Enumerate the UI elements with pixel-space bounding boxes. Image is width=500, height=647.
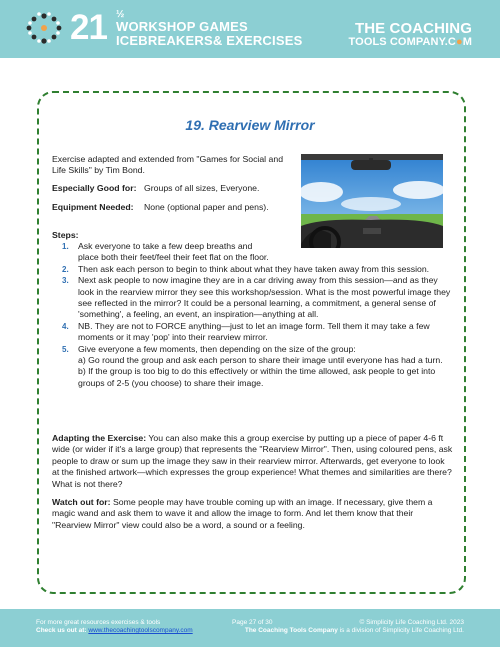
brand-name-line2: TOOLS COMPANY.C●M: [348, 36, 472, 48]
step5-option-a: a) Go round the group and ask each person to share their image until everyone has had a turn.: [78, 355, 443, 366]
footer-left-line1: For more great resources exercises & tools: [36, 619, 161, 626]
footer-left-line2: Check us out at: www.thecoachingtoolscompany.com: [36, 627, 193, 634]
list-item: [62, 344, 454, 390]
watch-out-label: Watch out for:: [52, 497, 111, 507]
step-number: 5.: [62, 344, 69, 354]
list-item: [62, 241, 454, 264]
good-for-row: [52, 183, 297, 194]
equipment-value: None (optional paper and pens).: [144, 202, 269, 212]
intro-text: Exercise adapted and extended from "Games for Social and Life Skills" by Tim Bond.: [52, 154, 284, 176]
step-text: Ask everyone to take a few deep breaths and place both their feet/feel their feet flat on the floor.: [78, 241, 269, 263]
good-for-value: Groups of all sizes, Everyone.: [144, 183, 260, 193]
header-title-line2: ICEBREAKERS& EXERCISES: [116, 33, 303, 48]
brand-name-line1: THE COACHING: [354, 20, 472, 37]
list-item: [62, 321, 454, 344]
footer-bar: [0, 609, 500, 647]
list-item: [62, 264, 454, 275]
adapting-label: Adapting the Exercise:: [52, 433, 147, 443]
title-half: ½: [116, 9, 125, 20]
step-number: 1.: [62, 242, 69, 251]
step-text: Give everyone a few moments, then depending on the size of the group:: [78, 343, 356, 354]
brand-dot-icon: ●: [455, 36, 463, 48]
steps-list: [62, 241, 454, 389]
step-text: Then ask each person to begin to think about what they have taken away from this session.: [78, 263, 430, 274]
adapting-paragraph: [52, 433, 454, 490]
page-number: Page 27 of 30: [232, 619, 273, 626]
watch-out-paragraph: [52, 497, 454, 531]
footer-copyright: © Simplicity Life Coaching Ltd. 2023: [359, 619, 464, 626]
good-for-label: Especially Good for:: [52, 183, 137, 193]
step-text: NB. They are not to FORCE anything—just to let an image form. Tell them it may take a few moments or it may 'pop' into their rearview mirror.: [78, 320, 430, 343]
exercise-title: 19. Rearview Mirror: [185, 117, 315, 133]
website-link[interactable]: www.thecoachingtoolscompany.com: [88, 627, 193, 634]
header-bar: [0, 0, 500, 58]
list-item: [62, 275, 454, 321]
people-circle-logo-icon: [24, 10, 64, 46]
header-title-line1: WORKSHOP GAMES: [116, 19, 248, 34]
watch-out-text: Some people may have trouble coming up with an image. If necessary, give them a magic wand and ask them to wave it and allow the image to form. And let them know that their "Rearview Mirror" view could also be a word, a sound or a feeling.: [52, 497, 433, 530]
steps-heading: Steps:: [52, 230, 79, 240]
footer-company-line: The Coaching Tools Company is a division of Simplicity Life Coaching Ltd.: [244, 627, 464, 634]
equipment-label: Equipment Needed:: [52, 202, 134, 212]
step-number: 2.: [62, 264, 69, 274]
rearview-mirror-photo: [301, 154, 443, 248]
adapting-text: You can also make this a group exercise by putting up a piece of paper 4-6 ft wide (or wider if it's a large group) that represents the "Rearview Mirror". Then, using coloured pens, ask people to draw or sum up the image they saw in their rearview mirror. Afterwards, get everyone to look at the finished artwork—which expresses the group experience! What themes and similarities are there? What is not there?: [52, 433, 453, 489]
step5-option-b: b) If the group is too big to do this effectively or within the time allowed, ask people to get into groups of 2-5 (you choose) to share their image.: [78, 366, 436, 388]
step-number: 4.: [62, 321, 69, 331]
step-number: 3.: [62, 276, 69, 286]
step-text: Next ask people to now imagine they are in a car driving away from this session—and as they look in the rearview mirror they see this workshop/session. What is the most powerful image they see reflected in the mirror? It could be a personal learning, a commitment, a general sense of 'something', a feeling, an event, an inspiration—anything at all.: [78, 275, 451, 320]
equipment-row: [52, 202, 297, 213]
title-number: 21: [70, 8, 107, 47]
